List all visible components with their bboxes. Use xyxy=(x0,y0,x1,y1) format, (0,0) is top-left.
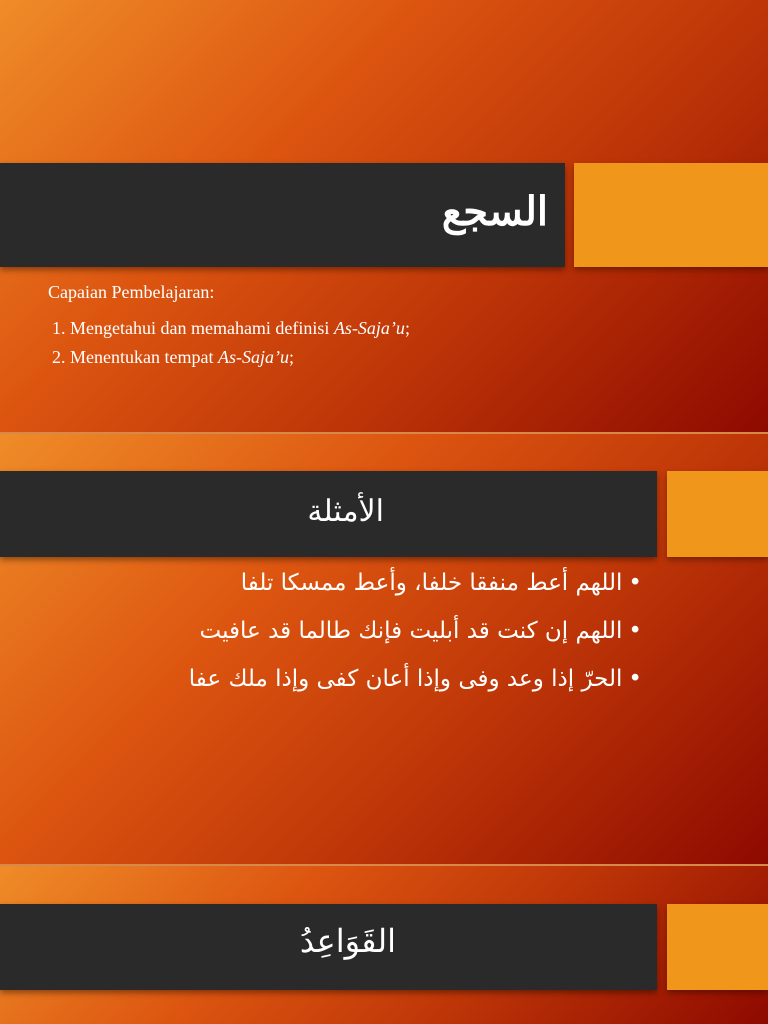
list-item xyxy=(70,347,410,369)
goal-term: As-Saja’u xyxy=(217,347,289,368)
goal-suffix: ; xyxy=(404,317,410,338)
slide-title: القَوَاعِدُ xyxy=(299,922,396,960)
list-item: • الحرّ إذا وعد وفى وإذا أعان كفى وإذا ملك عفا xyxy=(189,666,642,692)
list-item: • اللهم إن كنت قد أبليت فإنك طالما قد عافيت xyxy=(189,618,642,644)
goal-suffix: ; xyxy=(288,347,294,368)
goal-text: Menentukan tempat xyxy=(70,347,218,368)
accent-block xyxy=(667,904,768,990)
accent-block xyxy=(667,471,768,557)
slide-title: السجع xyxy=(441,188,548,235)
goals-list xyxy=(48,318,410,369)
list-item xyxy=(70,318,410,340)
list-item: • اللهم أعط منفقا خلفا، وأعط ممسكا تلفا xyxy=(189,570,642,596)
goal-text: Mengetahui dan memahami definisi xyxy=(70,317,334,338)
slide-1 xyxy=(0,0,768,432)
goals-heading: Capaian Pembelajaran: xyxy=(48,282,215,302)
slide-title: الأمثلة xyxy=(307,494,384,529)
examples-list xyxy=(189,570,642,714)
accent-block xyxy=(574,163,768,267)
learning-goals xyxy=(48,282,410,377)
goal-term: As-Saja’u xyxy=(333,317,405,338)
